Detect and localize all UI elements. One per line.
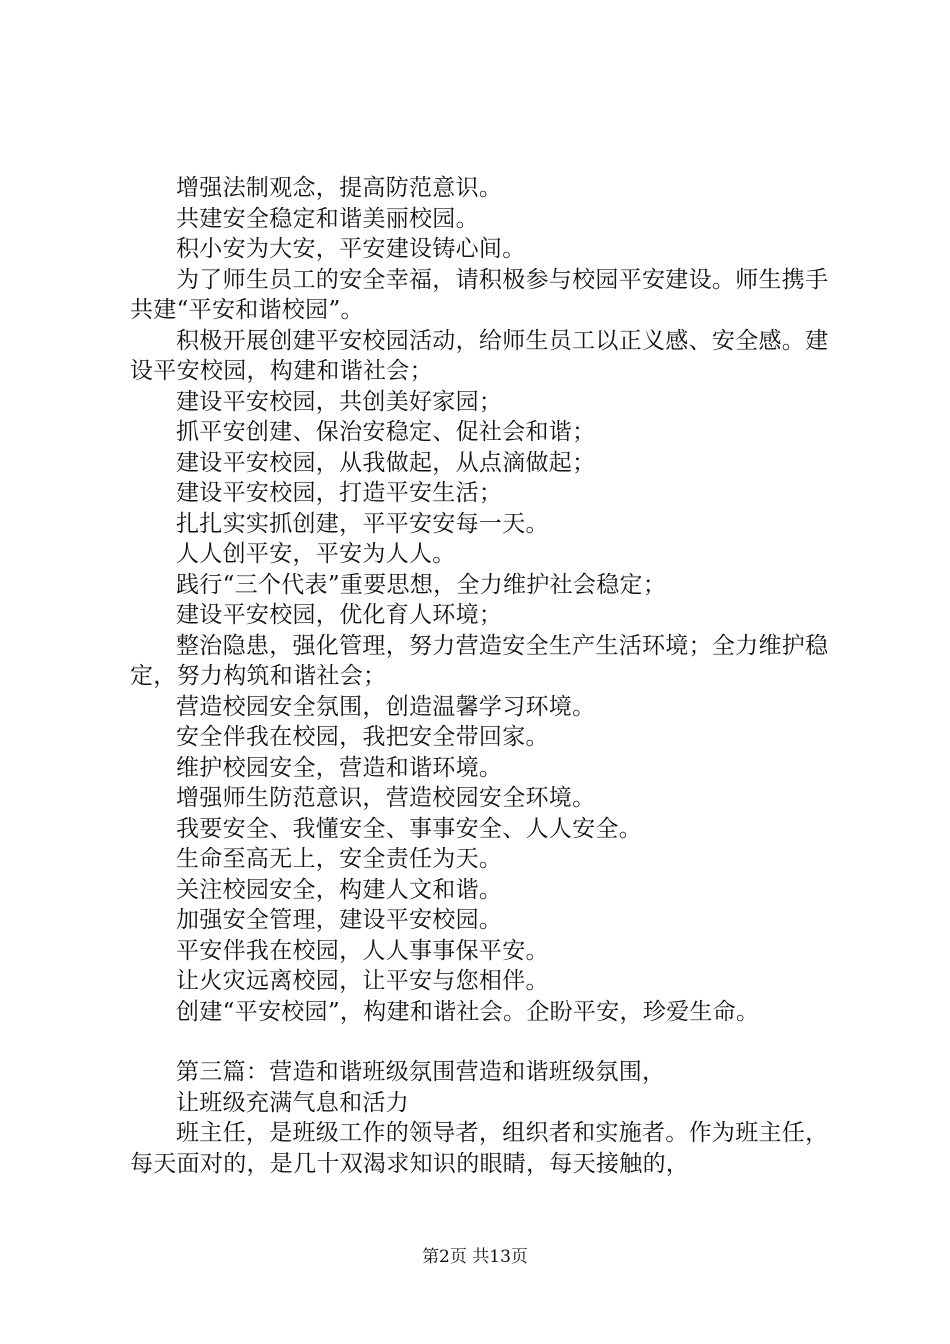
paragraph: 让火灾远离校园，让平安与您相伴。 bbox=[176, 968, 549, 994]
section-subheading: 让班级充满气息和活力 bbox=[176, 1089, 409, 1116]
paragraph: 积极开展创建平安校园活动，给师生员工以正义感、安全感。建设平安校园，构建和谐社会； bbox=[130, 327, 829, 384]
paragraph: 加强安全管理，建设平安校园。 bbox=[176, 907, 503, 933]
paragraph: 积小安为大安，平安建设铸心间。 bbox=[176, 236, 526, 262]
paragraph: 增强法制观念，提高防范意识。 bbox=[176, 175, 503, 201]
paragraph: 安全伴我在校园，我把安全带回家。 bbox=[176, 724, 549, 750]
paragraph: 建设平安校园，共创美好家园； bbox=[176, 388, 503, 415]
paragraph: 关注校园安全，构建人文和谐。 bbox=[176, 876, 503, 903]
page-footer: 第2页 共13页 bbox=[422, 1247, 528, 1267]
paragraph: 生命至高无上，安全责任为天。 bbox=[176, 846, 503, 872]
paragraph: 增强师生防范意识，营造校园安全环境。 bbox=[176, 785, 596, 811]
paragraph: 抓平安创建、保治安稳定、促社会和谐； bbox=[176, 419, 596, 445]
paragraph: 扎扎实实抓创建，平平安安每一天。 bbox=[176, 510, 549, 537]
paragraph: 为了师生员工的安全幸福，请积极参与校园平安建设。师生携手共建“平安和谐校园”。 bbox=[130, 266, 829, 323]
paragraph: 我要安全、我懂安全、事事安全、人人安全。 bbox=[176, 815, 642, 842]
section-gap bbox=[130, 1027, 830, 1057]
paragraph: 维护校园安全，营造和谐环境。 bbox=[176, 754, 503, 781]
section-body: 班主任，是班级工作的领导者，组织者和实施者。作为班主任，每天面对的，是几十双渴求知识的眼睛，每天接触的， bbox=[130, 1120, 829, 1177]
paragraph: 创建“平安校园”，构建和谐社会。企盼平安，珍爱生命。 bbox=[176, 998, 760, 1025]
paragraph: 建设平安校园，从我做起，从点滴做起； bbox=[176, 449, 596, 476]
paragraph: 共建安全稳定和谐美丽校园。 bbox=[176, 205, 479, 232]
paragraph: 人人创平安，平安为人人。 bbox=[176, 541, 456, 567]
paragraph: 建设平安校园，优化育人环境； bbox=[176, 602, 503, 628]
paragraph: 整治隐患，强化管理，努力营造安全生产生活环境；全力维护稳定，努力构筑和谐社会； bbox=[130, 632, 829, 689]
document-body bbox=[130, 173, 830, 1179]
section-heading: 第三篇：营造和谐班级氛围营造和谐班级氛围， bbox=[176, 1059, 666, 1085]
paragraph: 营造校园安全氛围，创造温馨学习环境。 bbox=[176, 693, 596, 720]
paragraph: 践行“三个代表”重要思想，全力维护社会稳定； bbox=[176, 571, 667, 598]
paragraph: 建设平安校园，打造平安生活； bbox=[176, 480, 503, 506]
paragraph: 平安伴我在校园，人人事事保平安。 bbox=[176, 937, 549, 964]
